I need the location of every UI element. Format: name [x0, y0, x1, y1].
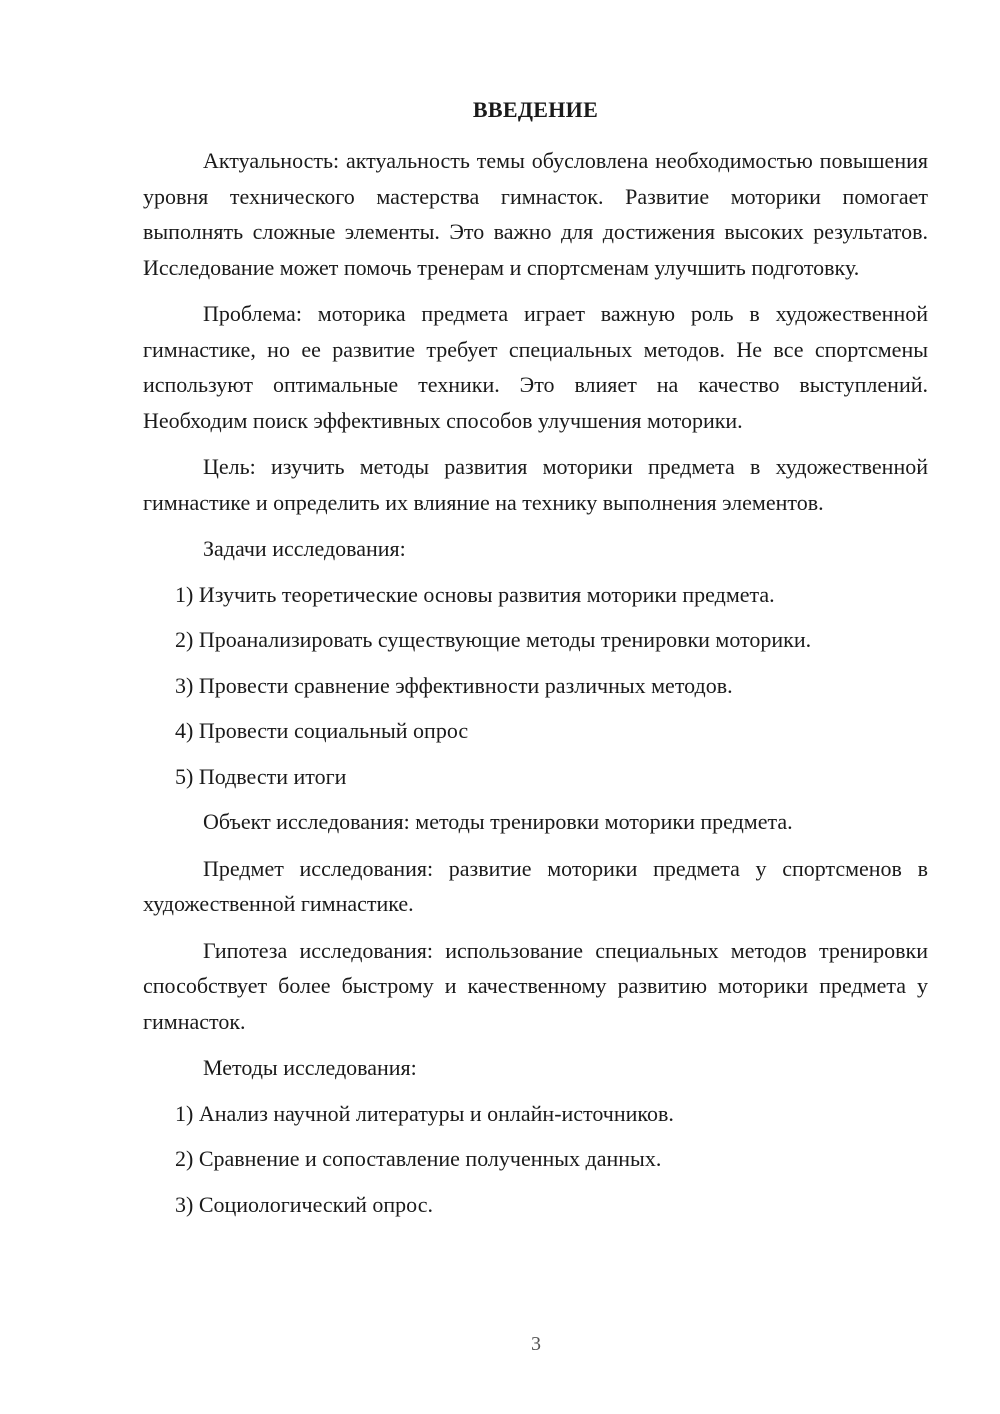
hypothesis-paragraph: Гипотеза исследования: использование специальных методов тренировки способствует более быстрому и качественному развитию моторики предмета у гимнасток.	[143, 937, 928, 1034]
list-item: 3) Провести сравнение эффективности различных методов.	[175, 672, 733, 698]
problem-paragraph: Проблема: моторика предмета играет важную роль в художественной гимнастике, но ее развитие требует специальных методов. Не все спортсмены используют оптимальные техники. Это влияет на качество выступлений. Необходим поиск эффективных способов улучшения моторики.	[143, 301, 928, 433]
page-number: 3	[531, 1333, 541, 1355]
object-paragraph: Объект исследования: методы тренировки моторики предмета.	[203, 809, 793, 834]
methods-heading: Методы исследования:	[203, 1055, 417, 1080]
list-item: 1) Анализ научной литературы и онлайн-источников.	[175, 1100, 674, 1126]
goal-paragraph: Цель: изучить методы развития моторики предмета в художественной гимнастике и определить их влияние на технику выполнения элементов.	[143, 454, 928, 515]
subject-paragraph: Предмет исследования: развитие моторики предмета у спортсменов в художественной гимнастике.	[143, 855, 928, 916]
list-item: 5) Подвести итоги	[175, 763, 347, 789]
tasks-list	[143, 577, 928, 795]
tasks-heading: Задачи исследования:	[203, 536, 406, 561]
document-page	[143, 92, 928, 1232]
methods-list	[143, 1096, 928, 1223]
relevance-paragraph: Актуальность: актуальность темы обусловлена необходимостью повышения уровня технического мастерства гимнасток. Развитие моторики помогает выполнять сложные элементы. Это важно для достижения высоких результатов. Исследование может помочь тренерам и спортсменам улучшить подготовку.	[143, 148, 928, 280]
list-item: 2) Сравнение и сопоставление полученных данных.	[175, 1146, 662, 1171]
section-title: ВВЕДЕНИЕ	[472, 97, 599, 122]
list-item: 1) Изучить теоретические основы развития моторики предмета.	[175, 581, 775, 607]
list-item: 3) Социологический опрос.	[175, 1191, 433, 1217]
list-item: 4) Провести социальный опрос	[175, 718, 469, 743]
list-item: 2) Проанализировать существующие методы тренировки моторики.	[175, 627, 812, 652]
